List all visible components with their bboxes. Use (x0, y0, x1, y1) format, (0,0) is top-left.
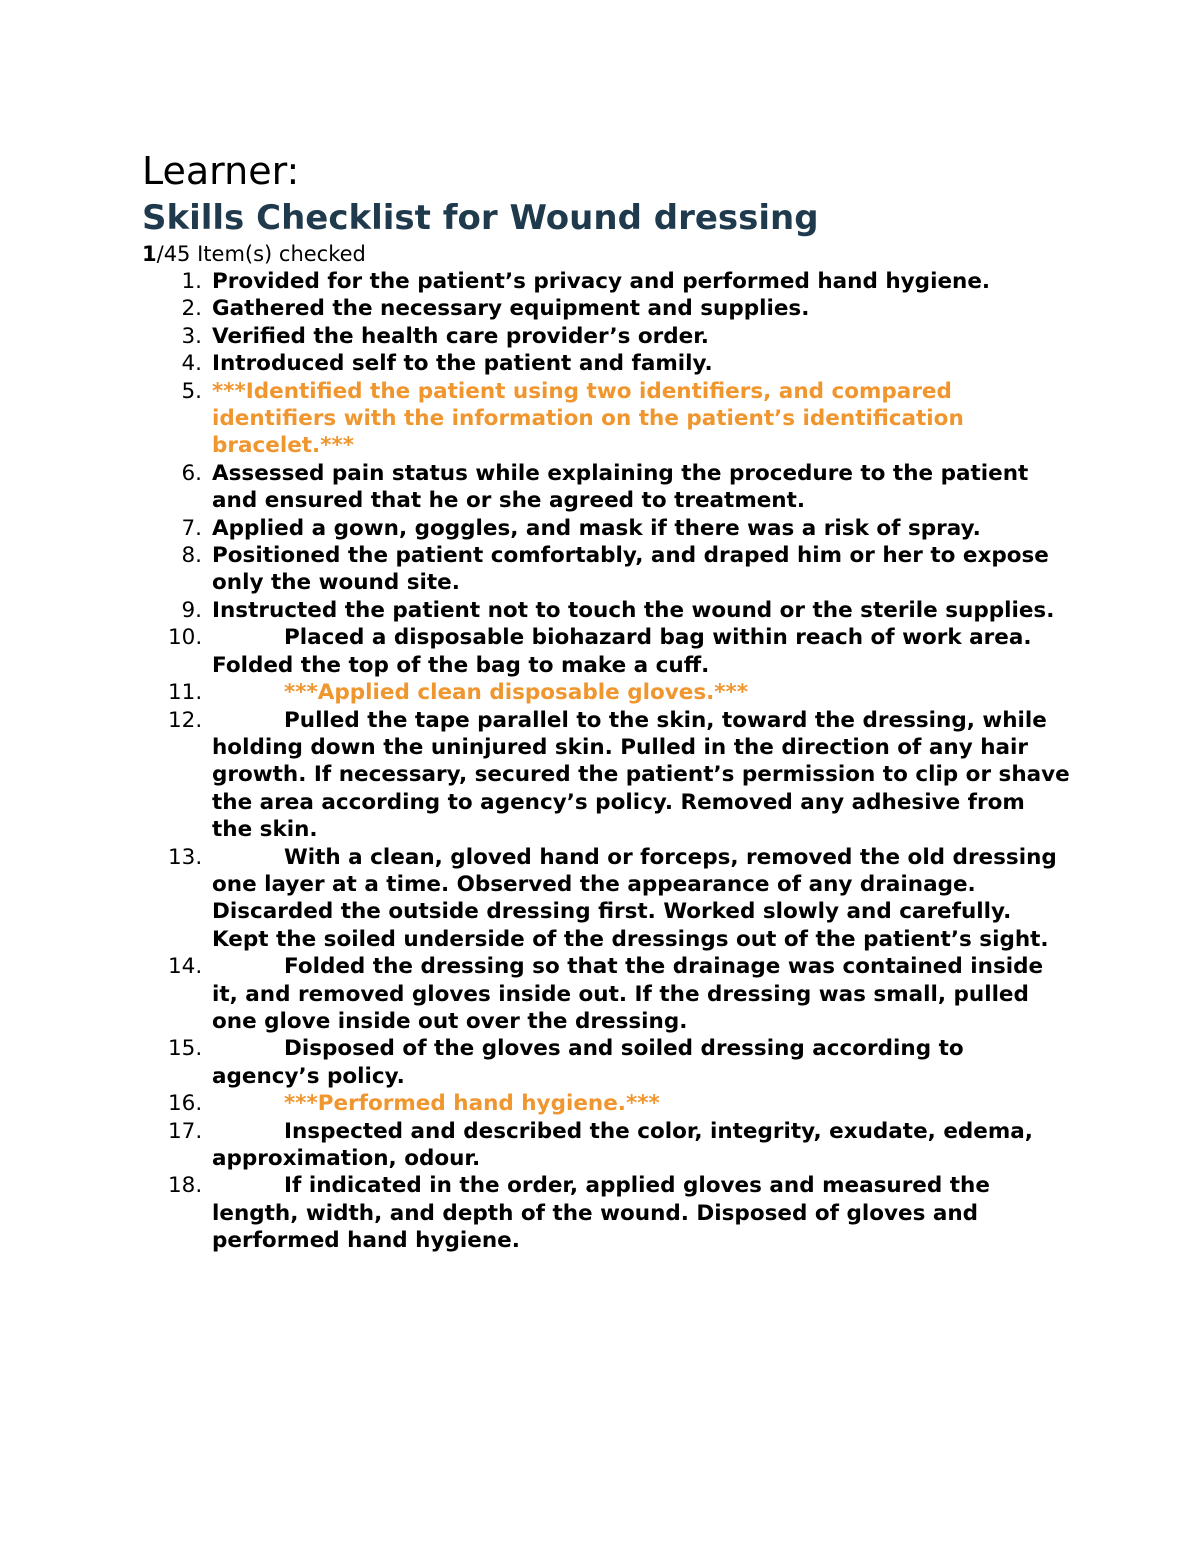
checklist-step (142, 323, 1072, 350)
step-text: If indicated in the order, applied gloves and measured the length, width, and depth of the wound. Disposed of gloves and performed hand hygiene. (212, 1173, 990, 1254)
learner-heading: Learner: (142, 149, 300, 193)
checklist-step (142, 378, 1072, 460)
checklist-step (142, 707, 1072, 844)
step-text: Folded the dressing so that the drainage was contained inside it, and removed gloves inside out. If the dressing was small, pulled one glove inside out over the dressing. (212, 954, 1044, 1034)
checklist-step (142, 953, 1072, 1035)
checklist-step (142, 679, 1072, 706)
checklist-step (142, 1172, 1072, 1254)
checklist-steps (142, 268, 1072, 1255)
step-text: Placed a disposable biohazard bag within reach of work area. Folded the top of the bag to make a cuff. (212, 625, 1032, 678)
checklist-step (142, 1090, 1072, 1117)
checklist-step (142, 597, 1072, 624)
step-number: 7. (181, 515, 202, 541)
step-number: 2. (181, 296, 202, 322)
checklist-step (142, 295, 1072, 322)
checklist-step (142, 1118, 1072, 1173)
step-text: Provided for the patient’s privacy and performed hand hygiene. (212, 269, 991, 294)
step-number: 16. (168, 1091, 203, 1117)
step-text: Pulled the tape parallel to the skin, toward the dressing, while holding down the uninjured skin. Pulled in the direction of any hair growth. If necessary, secured the patient’s permission to clip or shave the area according to agency’s policy. Removed any adhesive from the skin. (212, 707, 1070, 843)
step-text: Assessed pain status while explaining the procedure to the patient and ensured that he or she agreed to treatment. (212, 460, 1029, 514)
step-number: 9. (181, 597, 202, 623)
step-text: Verified the health care provider’s order. (212, 323, 709, 349)
step-text: Introduced self to the patient and family. (212, 351, 713, 377)
step-text: Inspected and described the color, integrity, exudate, edema, approximation, odour. (212, 1118, 1033, 1171)
step-number: 10. (168, 625, 203, 651)
document-content (142, 146, 1072, 1255)
checklist-step (142, 515, 1072, 542)
step-number: 12. (168, 707, 203, 733)
checklist-step (142, 268, 1072, 295)
step-number: 13. (168, 844, 203, 870)
step-text: Disposed of the gloves and soiled dressing according to agency’s policy. (212, 1036, 964, 1089)
step-text: ***Performed hand hygiene.*** (284, 1091, 660, 1117)
step-number: 11. (168, 680, 203, 706)
step-number: 1. (181, 269, 202, 294)
checklist-step (142, 350, 1072, 377)
step-text: Applied a gown, goggles, and mask if there was a risk of spray. (212, 515, 981, 541)
step-text: Instructed the patient not to touch the wound or the sterile supplies. (212, 597, 1055, 623)
step-text: ***Applied clean disposable gloves.*** (284, 680, 749, 706)
step-number: 5. (181, 378, 202, 404)
step-number: 3. (181, 323, 202, 349)
step-number: 18. (168, 1173, 203, 1199)
step-number: 6. (181, 460, 202, 486)
checklist-step (142, 542, 1072, 597)
step-number: 8. (181, 543, 202, 569)
step-text: Gathered the necessary equipment and supplies. (212, 296, 810, 322)
checked-count-line (142, 240, 1072, 268)
checklist-step (142, 844, 1072, 954)
step-number: 15. (168, 1036, 203, 1062)
step-number: 17. (168, 1118, 203, 1144)
step-text: With a clean, gloved hand or forceps, removed the old dressing one layer at a time. Observed the appearance of any drainage. Discarded the outside dressing first. Worked slowly and carefully. Kept the soiled underside of the dressings out of the patient’s sight. (212, 844, 1057, 952)
step-number: 14. (168, 954, 203, 980)
checked-count-suffix: /45 Item(s) checked (156, 242, 366, 266)
checklist-title: Skills Checklist for Wound dressing (142, 198, 819, 238)
step-text: ***Identified the patient using two identifiers, and compared identifiers with the information on the patient’s identification bracelet.*** (212, 378, 964, 459)
checklist-step (142, 1035, 1072, 1090)
checklist-step (142, 624, 1072, 679)
step-text: Positioned the patient comfortably, and draped him or her to expose only the wound site. (212, 543, 1049, 596)
step-number: 4. (181, 351, 202, 377)
checklist-step (142, 460, 1072, 515)
checked-count: 1 (142, 242, 157, 266)
